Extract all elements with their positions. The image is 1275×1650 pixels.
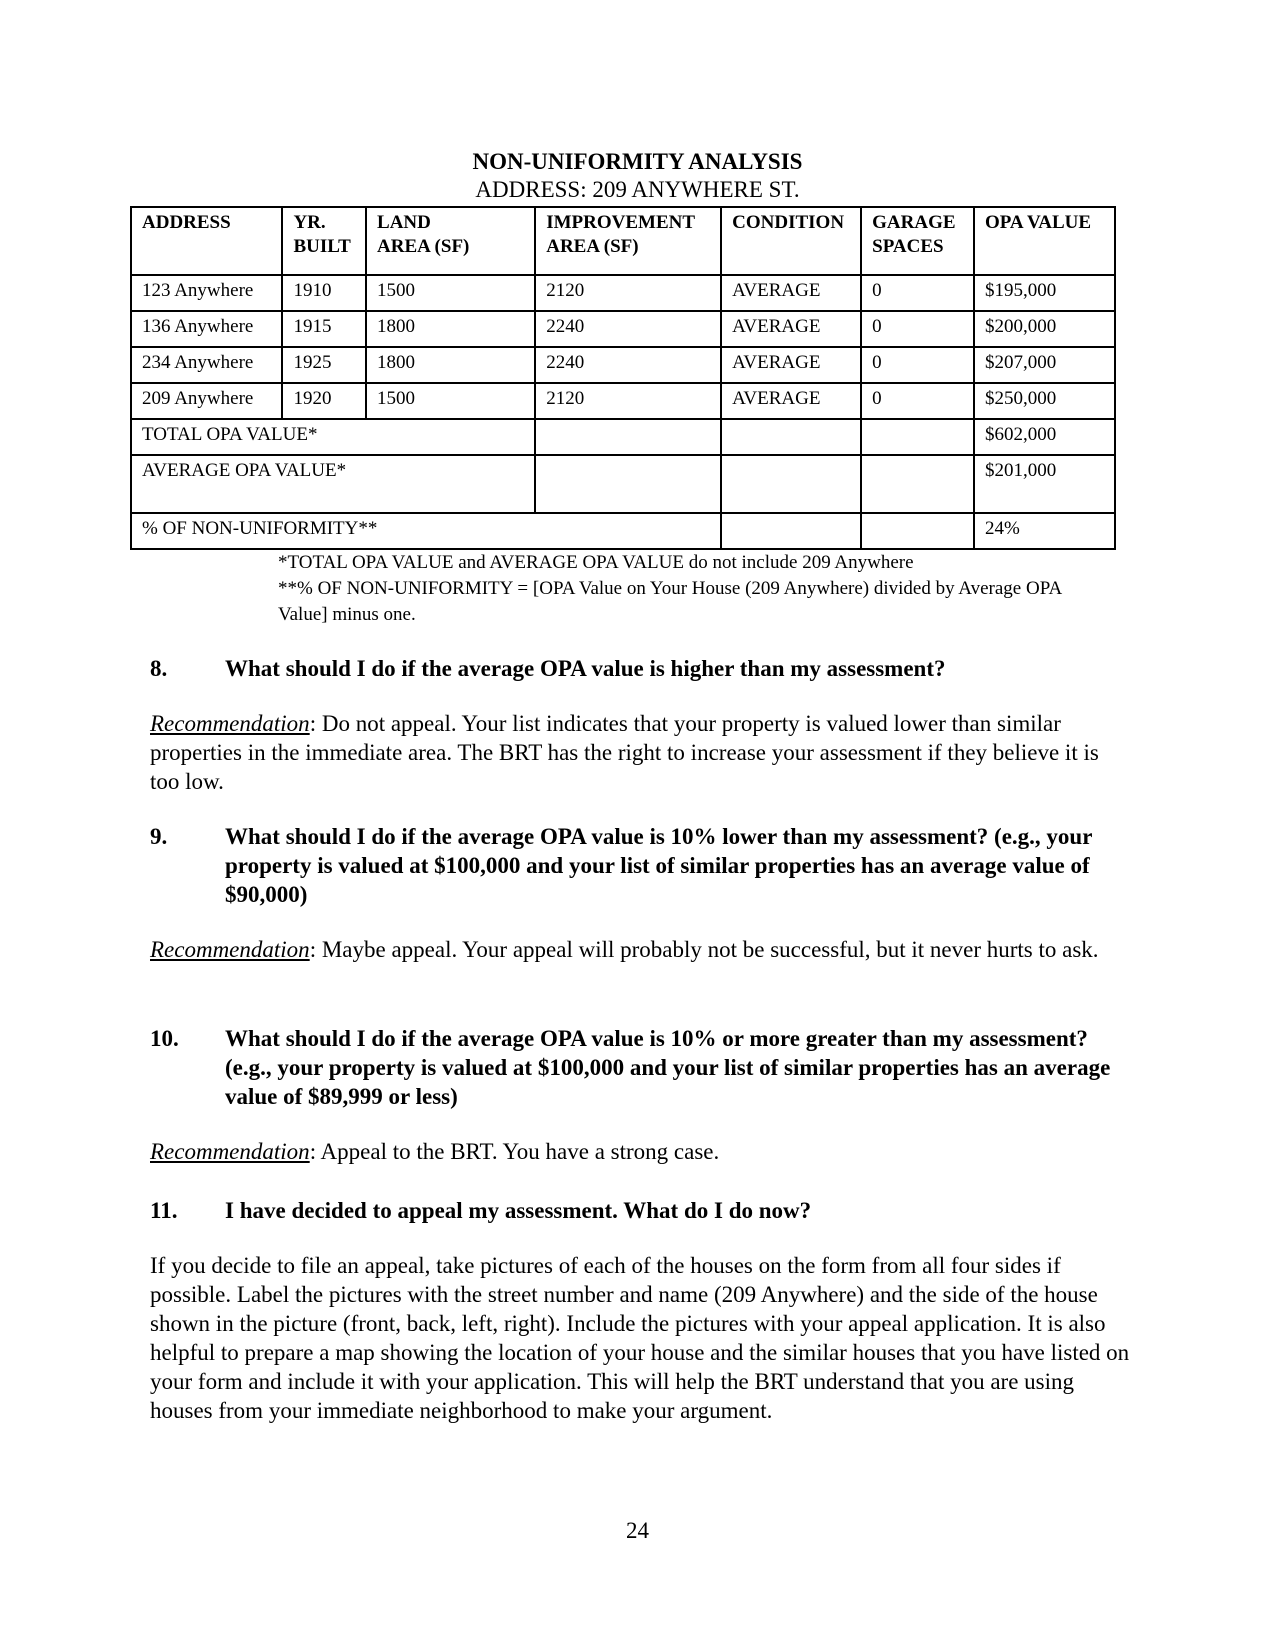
cell-garage-spaces: 0	[861, 311, 974, 347]
cell-year-built: 1915	[282, 311, 366, 347]
question-text: What should I do if the average OPA value is higher than my assessment?	[225, 656, 946, 681]
recommendation-label: Recommendation	[150, 937, 310, 962]
cell-garage-spaces: 0	[861, 383, 974, 419]
cell-land-area: 1800	[366, 347, 535, 383]
table-row	[131, 383, 1115, 419]
cell-condition: AVERAGE	[721, 311, 861, 347]
empty-cell	[535, 419, 721, 455]
empty-cell	[861, 455, 974, 513]
question-heading	[150, 1196, 1130, 1225]
answer	[150, 1251, 1130, 1425]
answer-text: : Do not appeal. Your list indicates that your property is valued lower than similar properties in the immediate area. The BRT has the right to increase your assessment if they believe it is too low.	[150, 711, 1099, 794]
empty-cell	[721, 419, 861, 455]
question-heading	[150, 822, 1130, 909]
average-value: $201,000	[974, 455, 1115, 513]
cell-improvement-area: 2240	[535, 347, 721, 383]
answer	[150, 709, 1130, 796]
cell-improvement-area: 2120	[535, 383, 721, 419]
question-text: I have decided to appeal my assessment. What do I do now?	[225, 1198, 812, 1223]
question-number: 10.	[150, 1026, 179, 1051]
cell-land-area: 1800	[366, 311, 535, 347]
header-condition: CONDITION	[721, 207, 861, 275]
footnotes	[278, 550, 1068, 628]
footnote-nonuniformity: **% OF NON-UNIFORMITY = [OPA Value on Your House (209 Anywhere) divided by Average OPA Value] minus one.	[278, 578, 1062, 625]
nonuniformity-label: % OF NON-UNIFORMITY**	[131, 513, 721, 549]
cell-improvement-area: 2240	[535, 311, 721, 347]
cell-opa-value: $200,000	[974, 311, 1115, 347]
cell-year-built: 1920	[282, 383, 366, 419]
answer	[150, 1137, 1130, 1166]
table-row	[131, 347, 1115, 383]
average-label	[131, 455, 535, 513]
document-title: NON-UNIFORMITY ANALYSIS	[472, 149, 803, 174]
header-garage-spaces: GARAGE SPACES	[861, 207, 974, 275]
question-text: What should I do if the average OPA value is 10% or more greater than my assessment? (e.g., your property is valued at $100,000 and your list of similar properties has an average value of $89,999 or less)	[225, 1026, 1111, 1109]
cell-garage-spaces: 0	[861, 347, 974, 383]
cell-opa-value: $207,000	[974, 347, 1115, 383]
cell-garage-spaces: 0	[861, 275, 974, 311]
question-10	[150, 1024, 1130, 1166]
answer-text: : Appeal to the BRT. You have a strong case.	[309, 1139, 720, 1164]
question-9	[150, 822, 1130, 964]
question-11	[150, 1196, 1130, 1425]
table-header-row	[131, 207, 1115, 275]
total-row	[131, 419, 1115, 455]
question-number: 8.	[150, 656, 168, 681]
cell-improvement-area: 2120	[535, 275, 721, 311]
question-text: What should I do if the average OPA value is 10% lower than my assessment? (e.g., your property is valued at $100,000 and your list of similar properties has an average value of $90,000)	[225, 824, 1092, 907]
empty-cell	[721, 513, 861, 549]
cell-land-area: 1500	[366, 275, 535, 311]
header-opa-value: OPA VALUE	[974, 207, 1115, 275]
table-row	[131, 275, 1115, 311]
cell-opa-value: $250,000	[974, 383, 1115, 419]
cell-year-built: 1910	[282, 275, 366, 311]
cell-address: 136 Anywhere	[131, 311, 282, 347]
cell-address: 234 Anywhere	[131, 347, 282, 383]
question-number: 11.	[150, 1198, 178, 1223]
page-number: 24	[626, 1518, 649, 1543]
recommendation-label: Recommendation	[150, 711, 310, 736]
empty-cell	[721, 455, 861, 513]
header-land-area: LAND AREA (SF)	[366, 207, 535, 275]
question-heading	[150, 654, 1130, 683]
average-label-text: AVERAGE OPA VALUE*	[142, 460, 347, 481]
table-row	[131, 311, 1115, 347]
cell-condition: AVERAGE	[721, 347, 861, 383]
answer-text: If you decide to file an appeal, take pictures of each of the houses on the form from all four sides if possible. Label the pictures with the street number and name (209 Anywhere) and the side of the house shown in the picture (front, back, left, right). Include the pictures with your appeal application. It is also helpful to prepare a map showing the location of your house and the similar houses that you have listed on your form and include it with your application. This will help the BRT understand that you are using houses from your immediate neighborhood to make your argument.	[150, 1253, 1130, 1423]
header-year-built: YR. BUILT	[282, 207, 366, 275]
question-8	[150, 654, 1130, 796]
document-subtitle: ADDRESS: 209 ANYWHERE ST.	[475, 177, 800, 202]
cell-address: 209 Anywhere	[131, 383, 282, 419]
empty-cell	[861, 419, 974, 455]
footnote-total: *TOTAL OPA VALUE and AVERAGE OPA VALUE do not include 209 Anywhere	[278, 552, 914, 573]
question-number: 9.	[150, 824, 168, 849]
cell-address: 123 Anywhere	[131, 275, 282, 311]
cell-condition: AVERAGE	[721, 383, 861, 419]
nonuniformity-value: 24%	[974, 513, 1115, 549]
cell-year-built: 1925	[282, 347, 366, 383]
non-uniformity-table	[130, 206, 1116, 550]
question-heading	[150, 1024, 1130, 1111]
average-row	[131, 455, 1115, 513]
cell-land-area: 1500	[366, 383, 535, 419]
answer-text: : Maybe appeal. Your appeal will probably not be successful, but it never hurts to ask.	[309, 937, 1099, 962]
recommendation-label: Recommendation	[150, 1139, 310, 1164]
header-address: ADDRESS	[131, 207, 282, 275]
total-label: TOTAL OPA VALUE*	[131, 419, 535, 455]
nonuniformity-row	[131, 513, 1115, 549]
total-value: $602,000	[974, 419, 1115, 455]
title-block	[0, 148, 1275, 204]
answer	[150, 935, 1130, 964]
header-improvement-area: IMPROVEMENT AREA (SF)	[535, 207, 721, 275]
cell-condition: AVERAGE	[721, 275, 861, 311]
empty-cell	[861, 513, 974, 549]
empty-cell	[535, 455, 721, 513]
cell-opa-value: $195,000	[974, 275, 1115, 311]
